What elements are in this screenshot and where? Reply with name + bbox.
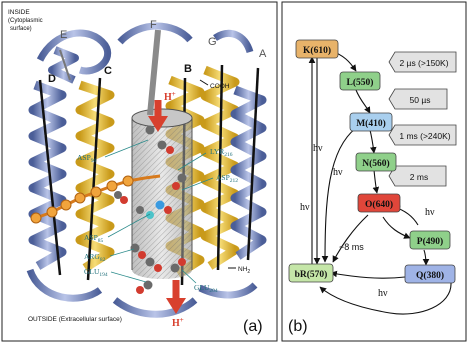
inside-sublabel-2: surface): [10, 26, 32, 32]
helix-label-d: D: [48, 73, 56, 85]
proton-in-label: H+: [164, 90, 176, 103]
svg-text:O(640): O(640): [365, 200, 393, 210]
cooh-label: COOH: [210, 83, 230, 90]
svg-text:ARG82: $ARG_{82}$: [84, 252, 106, 263]
state-o: [358, 194, 400, 212]
helix-label-f: F: [150, 19, 157, 31]
svg-text:ASP85: $ASP_{85}$: [84, 233, 104, 244]
state-l: [340, 72, 380, 90]
svg-text:50 µs: 50 µs: [409, 95, 431, 105]
time-tag-l-m: [389, 89, 447, 109]
helix-label-g: G: [208, 36, 217, 48]
svg-text:1 ms (>240K): 1 ms (>240K): [399, 131, 451, 141]
panel-b-label: (b): [288, 318, 308, 335]
time-tag-k-l: [389, 52, 456, 72]
svg-text:ASP96: $ASP_{96}$: [77, 153, 97, 164]
svg-text:GLU194: $GLU_{194}$: [84, 267, 108, 278]
inside-label: INSIDE: [8, 9, 30, 16]
hv-label-q-br: hν: [378, 288, 388, 299]
svg-text:2 ms: 2 ms: [409, 172, 429, 182]
hv-label-k-br: hν: [313, 143, 323, 154]
svg-text:P(490): P(490): [416, 237, 444, 247]
helix-label-b: B: [184, 63, 192, 75]
outside-label: OUTSIDE (Extracellular surface): [28, 316, 122, 323]
svg-text:ASP212: $ASP_{212}$: [216, 173, 239, 184]
hv-label-p-o: hν: [425, 207, 435, 218]
proton-out-label: H+: [172, 316, 184, 329]
state-n: [356, 153, 396, 171]
svg-text:2 µs (>150K): 2 µs (>150K): [399, 58, 449, 68]
state-p: [410, 231, 450, 249]
panel-a-label: (a): [243, 318, 263, 335]
helix-label-a: A: [259, 48, 267, 60]
state-q: [405, 265, 455, 283]
time-tag-m-n: [389, 125, 456, 145]
svg-text:LYR216: $LYR_{216}$: [210, 147, 233, 158]
helix-label-e: E: [60, 29, 68, 41]
svg-text:L(550): L(550): [346, 78, 374, 88]
svg-text:Q(380): Q(380): [416, 271, 444, 281]
nh2-label: $NH_2$: [238, 266, 251, 275]
svg-text:bR(570): bR(570): [294, 270, 328, 280]
time-tag-n-o: [389, 166, 446, 186]
inside-sublabel: (Cytoplasmic: [8, 18, 43, 24]
svg-text:N(560): N(560): [362, 159, 390, 169]
svg-text:K(610): K(610): [303, 46, 331, 56]
state-k: [296, 40, 338, 58]
hv-label-br-k: hν: [300, 202, 310, 213]
svg-text:M(410): M(410): [356, 119, 386, 129]
panel-a: [2, 2, 277, 341]
hv-label-m-br: hν: [333, 167, 343, 178]
state-m: [350, 113, 392, 131]
svg-text:GLU204: $GLU_{204}$: [194, 283, 218, 294]
panel-b: [282, 2, 466, 341]
helix-label-c: C: [104, 65, 112, 77]
o-br-time-label: ~8 ms: [339, 242, 364, 252]
state-br: [289, 264, 333, 282]
